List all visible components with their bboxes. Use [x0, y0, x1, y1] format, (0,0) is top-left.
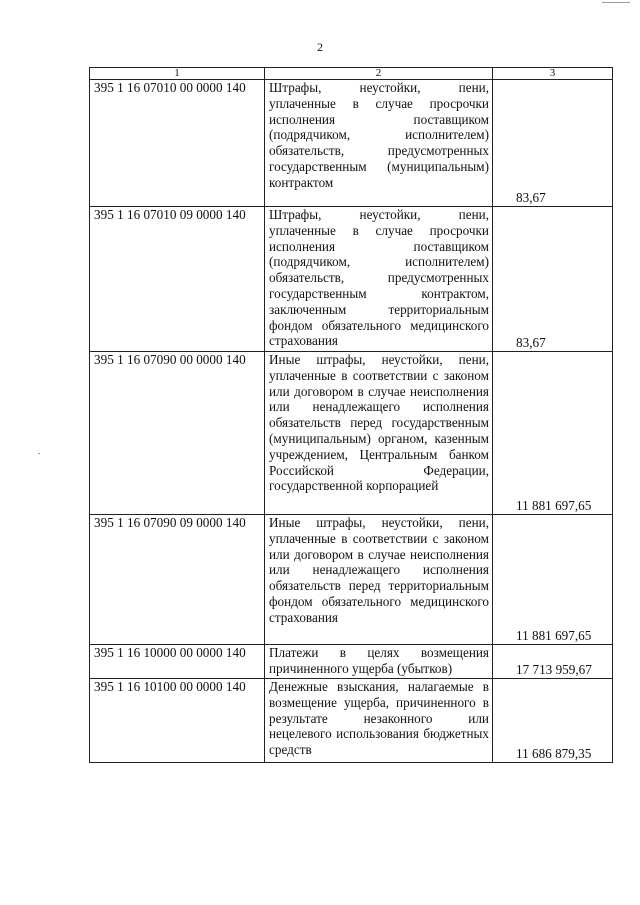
row-description: Штрафы, неустойки, пени, уплаченные в случае просрочки исполнения поставщиком (подрядчиком, исполнителем) обязательств, предусмотренных государственным (муниципальным) контрактом [265, 80, 493, 207]
table-row [90, 515, 613, 645]
row-code: 395 1 16 07090 09 0000 140 [90, 515, 265, 645]
row-code: 395 1 16 07010 00 0000 140 [90, 80, 265, 207]
page-number: 2 [317, 40, 323, 54]
column-number-3: 3 [493, 68, 613, 80]
row-amount: 11 881 697,65 [493, 515, 613, 645]
row-amount: 83,67 [493, 80, 613, 207]
corner-mark [602, 2, 630, 3]
row-amount: 83,67 [493, 207, 613, 352]
row-code: 395 1 16 07010 09 0000 140 [90, 207, 265, 352]
table-row [90, 679, 613, 763]
row-description: Платежи в целях возмещения причиненного ущерба (убытков) [265, 645, 493, 679]
row-description: Штрафы, неустойки, пени, уплаченные в случае просрочки исполнения поставщиком (подрядчиком, исполнителем) обязательств, предусмотренных государственным контрактом, заключенным территориальным фондом обязательного медицинского страхования [265, 207, 493, 352]
margin-mark [38, 453, 40, 454]
row-description: Денежные взыскания, налагаемые в возмещение ущерба, причиненного в результате незаконного или нецелевого использования бюджетных средств [265, 679, 493, 763]
row-code: 395 1 16 10000 00 0000 140 [90, 645, 265, 679]
row-amount: 11 686 879,35 [493, 679, 613, 763]
column-number-1: 1 [90, 68, 265, 80]
column-number-row [90, 68, 613, 80]
row-description: Иные штрафы, неустойки, пени, уплаченные в соответствии с законом или договором в случае неисполнения или ненадлежащего исполнения обязательств перед территориальным фондом обязательного медицинского страхования [265, 515, 493, 645]
table-row [90, 207, 613, 352]
row-code: 395 1 16 10100 00 0000 140 [90, 679, 265, 763]
table-row [90, 352, 613, 515]
table-row [90, 645, 613, 679]
row-amount: 11 881 697,65 [493, 352, 613, 515]
row-description: Иные штрафы, неустойки, пени, уплаченные в соответствии с законом или договором в случае неисполнения или ненадлежащего исполнения обязательств перед государственным (муниципальным) органом, казенным учреждением, Центральным банком Российской Федерации, государственной корпорацией [265, 352, 493, 515]
column-number-2: 2 [265, 68, 493, 80]
row-amount: 17 713 959,67 [493, 645, 613, 679]
table-row [90, 80, 613, 207]
budget-revenue-table [89, 67, 613, 763]
row-code: 395 1 16 07090 00 0000 140 [90, 352, 265, 515]
